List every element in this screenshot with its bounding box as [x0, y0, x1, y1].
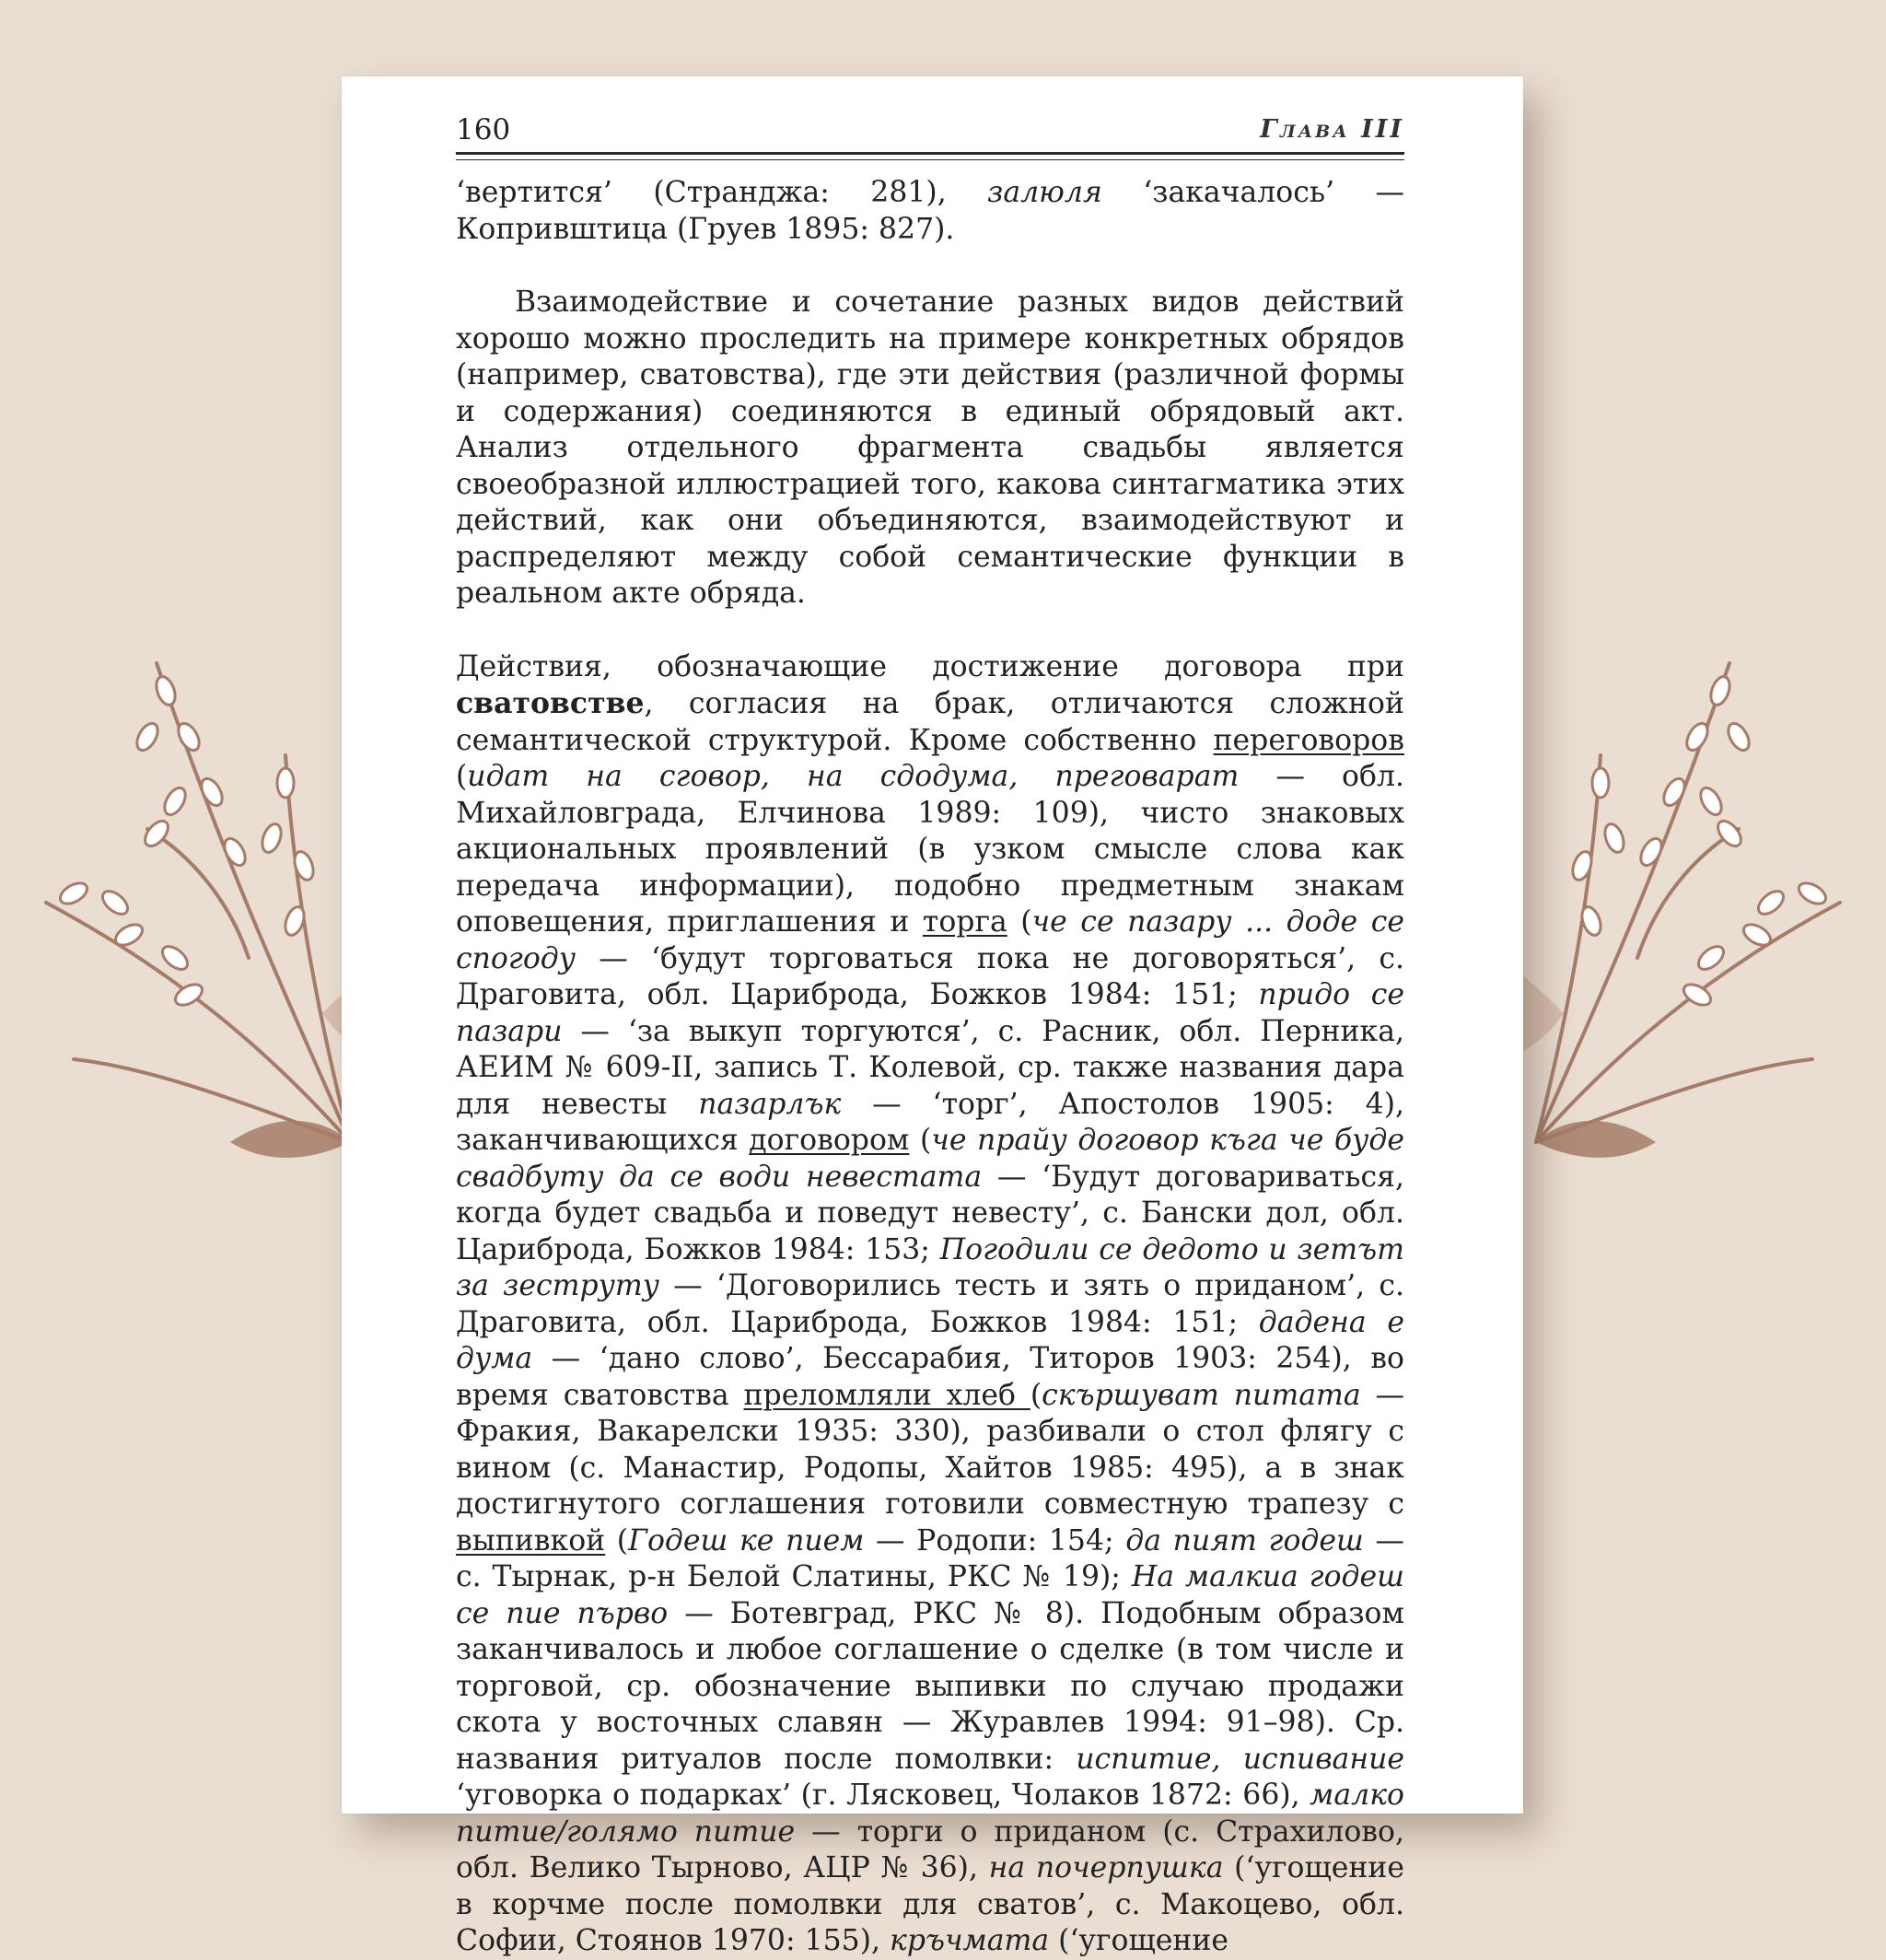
- body-paragraph-1: Взаимодействие и сочетание разных видов действий хорошо можно проследить на примере конкретных обрядов (например, сватовства), где эти действия (различной формы и содержания) соединяются в единый обрядовый акт. Анализ отдельного фрагмента свадьбы является своеобразной иллюстрацией того, какова синтагматика этих действий, как они объединяются, взаимодействуют и распределяют между собой семантические функции в реальном акте обряда.: [456, 286, 1404, 610]
- book-page: [342, 76, 1523, 1957]
- body-paragraph-2: Действия, обозначающие достижение договора при сватовстве, согласия на брак, отличаются сложной семантической структурой. Кроме собственно переговоров (идат на сговор, на сдодума, преговарат — обл. Михайловграда, Елчинова 1989: 109), чисто знаковых акциональных проявлений (в узком смысле слова как передача информации), подобно предметным знакам оповещения, приглашения и торга (че се пазару ... доде се спогоду — ‘будут торговаться пока не договоряться’, с. Драговита, обл. Цариброда, Божков 1984: 151; придо се пазари — ‘за выкуп торгуются’, с. Расник, обл. Перника, АЕИМ № 609-II, запись Т. Колевой, ср. также названия дара для невесты пазарлък — ‘торг’, Апостолов 1905: 4), заканчивающихся договором (че прайу договор къга че буде свадбуту да се води невестата — ‘Будут договариваться, когда будет свадьба и поведут невесту’, с. Бански дол, обл. Цариброда, Божков 1984: 153; Погодили се дедото и зетът за зеструту — ‘Договорились тесть и зять о приданом’, с. Драговита, обл. Цариброда, Божков 1984: 151; дадена е дума — ‘дано слово’, Бессарабия, Титоров 1903: 254), во время сватовства преломляли хлеб (скършуват питата — Фракия, Вакарелски 1935: 330), разбивали о стол флягу с вином (с. Манастир, Родопы, Хайтов 1985: 495), а в знак достигнутого соглашения готовили совместную трапезу с выпивкой (Годеш ке пием — Родопи: 154; да пият годеш — с. Тырнак, р-н Белой Слатины, РКС № 19); На малкиа годеш се пие първо — Ботевград, РКС № 8). Подобным образом заканчивалось и любое соглашение о сделке (в том числе и торговой, ср. обозначение выпивки по случаю продажи скота у восточных славян — Журавлев 1994: 91–98). Ср. названия ритуалов после помолвки: испитие, испивание ‘уговорка о подарках’ (г. Лясковец, Чолаков 1872: 66), малко питие/голямо питие — торги о приданом (с. Страхилово, обл. Велико Тырново, АЦР № 36), на почерпушка (‘угощение в корчме после помолвки для сватов’, с. Макоцево, обл. Софии, Стоянов 1970: 155), кръчмата (‘угощение: [456, 649, 1405, 1957]
- page-content: [456, 102, 1404, 1960]
- chapter-title: Глава III: [1260, 115, 1404, 144]
- page-header: [456, 102, 1404, 155]
- lead-paragraph: ‘вертится’ (Странджа: 281), залюля ‘закачалось’ — Копривштица (Груев 1895: 827).: [456, 176, 1404, 246]
- page-number: 160: [456, 113, 511, 146]
